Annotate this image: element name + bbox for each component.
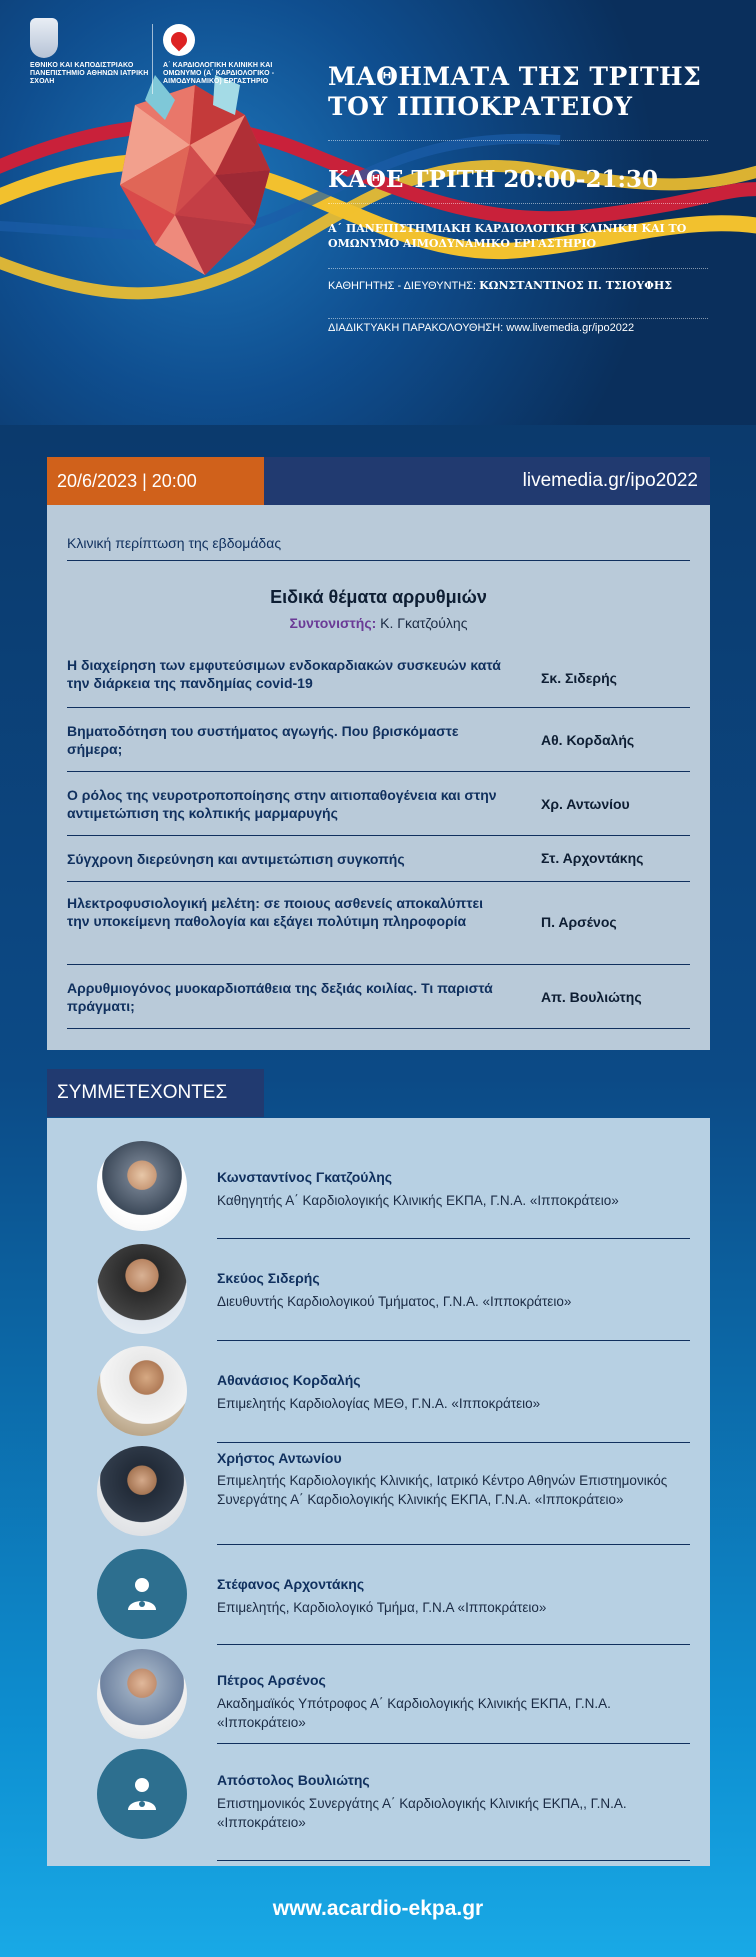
avatar (97, 1749, 187, 1839)
avatar (97, 1446, 187, 1536)
talk-title: Ο ρόλος της νευροτροποποίησης στην αιτιοπαθογένεια και στην αντιμετώπιση της κολπικής μαρμαρυγής (67, 787, 497, 821)
avatar (97, 1141, 187, 1231)
program-panel (47, 505, 710, 1050)
professor-label: ΚΑΘΗΓΗΤΗΣ - ΔΙΕΥΘΥΝΤΗΣ: (328, 280, 477, 292)
divider (217, 1238, 690, 1239)
participant (47, 1244, 710, 1344)
talk-title: Βηματοδότηση του συστήματος αγωγής. Που βρισκόμαστε σήμερα; (67, 723, 459, 757)
participant-name: Αθανάσιος Κορδαλής (217, 1372, 361, 1388)
talk-title: Αρρυθμιογόνος μυοκαρδιοπάθεια της δεξιάς κοιλίας. Τι παριστά πράγματι; (67, 980, 493, 1014)
participant-name: Απόστολος Βουλιώτης (217, 1772, 370, 1788)
header-text (328, 62, 728, 334)
session-bar (47, 457, 710, 505)
participant-desc: Επιμελητής Καρδιολογίας ΜΕΘ, Γ.Ν.Α. «Ιπποκράτειο» (217, 1396, 541, 1411)
divider (67, 560, 690, 561)
talk-speaker: Στ. Αρχοντάκης (541, 850, 644, 866)
clinic-logo-icon (163, 24, 195, 56)
participant (47, 1141, 710, 1241)
participant-desc: Επιστημονικός Συνεργάτης Α΄ Καρδιολογικής Κλινικής ΕΚΠΑ,, Γ.Ν.Α. «Ιπποκράτειο» (217, 1796, 627, 1830)
talk-title: Η διαχείρηση των εμφυτεύσιμων ενδοκαρδιακών συσκευών κατά την διάρκεια της πανδημίας covid-19 (67, 657, 501, 691)
participant (47, 1746, 710, 1861)
university-name: ΕΘΝΙΚΟ ΚΑΙ ΚΑΠΟΔΙΣΤΡΙΑΚΟ ΠΑΝΕΠΙΣΤΗΜΙΟ ΑΘΗΝΩΝ ΙΑΤΡΙΚΗ ΣΧΟΛΗ (30, 62, 149, 85)
session-title: Ειδικά θέματα αρρυθμιών (270, 587, 487, 607)
divider (217, 1860, 690, 1861)
avatar (97, 1649, 187, 1739)
header-divider (328, 140, 708, 141)
header-divider (328, 268, 708, 269)
participant (47, 1546, 710, 1646)
divider (217, 1340, 690, 1341)
page-title: ΜΑΘΗΜΑΤΑ ΤΗΣ ΤΡΙΤΗΣ ΤΟΥ ΙΠΠΟΚΡΑΤΕΙΟΥ (328, 62, 702, 121)
talk-speaker: Χρ. Αντωνίου (541, 796, 630, 812)
participant-desc: Επιμελητής, Καρδιολογικό Τμήμα, Γ.Ν.Α «Ιπποκράτειο» (217, 1600, 547, 1615)
professor (328, 279, 728, 292)
footer-website-link[interactable]: www.acardio-ekpa.gr (272, 1897, 484, 1920)
clinic-logo (163, 24, 303, 86)
logo-divider (152, 24, 153, 94)
participant-name: Πέτρος Αρσένος (217, 1672, 326, 1688)
coordinator-role: Συντονιστής: (289, 615, 377, 631)
talk-speaker: Π. Αρσένος (541, 914, 617, 930)
talk-row (67, 772, 690, 836)
session-link[interactable]: livemedia.gr/ipo2022 (522, 470, 698, 491)
divider (217, 1544, 690, 1545)
professor-name: ΚΩΝΣΤΑΝΤΙΝΟΣ Π. ΤΣΙΟΥΦΗΣ (479, 279, 672, 292)
talk-title: Ηλεκτροφυσιολογική μελέτη: σε ποιους ασθενείς αποκαλύπτει την υποκείμενη παθολογία και εξάγει πολύτιμη πληροφορία (67, 895, 484, 929)
clinic-name: Α΄ ΠΑΝΕΠΙΣΤΗΜΙΑΚΗ ΚΑΡΔΙΟΛΟΓΙΚΗ ΚΛΙΝΙΚΗ ΚΑΙ ΤΟ ΟΜΩΝΥΜΟ ΑΙΜΟΔΥΝΑΜΙΚΟ ΕΡΓΑΣΤΗΡΙΟ (328, 222, 687, 250)
university-crest-icon (30, 18, 58, 58)
participant-name: Χρήστος Αντωνίου (217, 1450, 342, 1466)
participant-name: Κωνσταντίνος Γκατζούλης (217, 1169, 393, 1185)
talk-row (67, 708, 690, 772)
divider (217, 1743, 690, 1744)
avatar (97, 1549, 187, 1639)
participant (47, 1646, 710, 1746)
participant-desc: Καθηγητής Α΄ Καρδιολογικής Κλινικής ΕΚΠΑ, Γ.Ν.Α. «Ιπποκράτειο» (217, 1193, 619, 1208)
talk-speaker: Αθ. Κορδαλής (541, 732, 635, 748)
divider (217, 1442, 690, 1443)
schedule: ΚΑΘΕ ΤΡΙΤΗ 20:00-21:30 (328, 166, 658, 193)
participant (47, 1346, 710, 1446)
participant-name: Σκεύος Σιδερής (217, 1270, 320, 1286)
coordinator (47, 615, 710, 631)
talk-row (67, 965, 690, 1029)
doctor-icon (124, 1776, 160, 1812)
session-date: 20/6/2023 | 20:00 (47, 457, 264, 505)
live-label: ΔΙΑΔΙΚΤΥΑΚΗ ΠΑΡΑΚΟΛΟΥΘΗΣΗ: (328, 322, 504, 334)
avatar (97, 1346, 187, 1436)
coordinator-name: Κ. Γκατζούλης (380, 615, 468, 631)
talk-speaker: Σκ. Σιδερής (541, 670, 617, 686)
divider (217, 1644, 690, 1645)
live-stream (328, 322, 728, 334)
participant-desc: Ακαδημαϊκός Υπότροφος Α΄ Καρδιολογικής Κλινικής ΕΚΠΑ, Γ.Ν.Α. «Ιπποκράτειο» (217, 1696, 611, 1730)
participant-desc: Επιμελητής Καρδιολογικής Κλινικής, Ιατρικό Κέντρο Αθηνών Επιστημονικός Συνεργάτης Α΄ Καρδιολογικής Κλινικής ΕΚΠΑ, Γ.Ν.Α. «Ιπποκράτειο» (217, 1473, 668, 1507)
header-banner (0, 0, 756, 425)
header-divider (328, 318, 708, 319)
doctor-icon (124, 1576, 160, 1612)
clinic-logo-text: Α΄ ΚΑΡΔΙΟΛΟΓΙΚΗ ΚΛΙΝΙΚΗ ΚΑΙ ΟΜΩΝΥΜΟ (Α΄ ΚΑΡΔΙΟΛΟΓΙΚΟ - ΑΙΜΟΔΥΝΑΜΙΚΟ) ΕΡΓΑΣΤΗΡΙΟ (163, 62, 275, 85)
participant-name: Στέφανος Αρχοντάκης (217, 1576, 365, 1592)
avatar (97, 1244, 187, 1334)
header-divider (328, 203, 708, 204)
talk-row (67, 882, 690, 965)
participants-heading: ΣΥΜΜΕΤΕΧΟΝΤΕΣ (47, 1069, 264, 1117)
participant-desc: Διευθυντής Καρδιολογικού Τμήματος, Γ.Ν.Α. «Ιπποκράτειο» (217, 1294, 572, 1309)
case-of-week: Κλινική περίπτωση της εβδομάδας (67, 535, 282, 551)
talk-title: Σύγχρονη διερεύνηση και αντιμετώπιση συγκοπής (67, 851, 405, 867)
university-logo (30, 18, 170, 86)
live-url-link[interactable]: www.livemedia.gr/ipo2022 (506, 322, 635, 334)
talk-row (67, 836, 690, 882)
heart-illustration (95, 75, 295, 285)
participants-panel (47, 1118, 710, 1866)
talk-speaker: Απ. Βουλιώτης (541, 989, 642, 1005)
talk-row (67, 650, 690, 708)
participant (47, 1446, 710, 1546)
